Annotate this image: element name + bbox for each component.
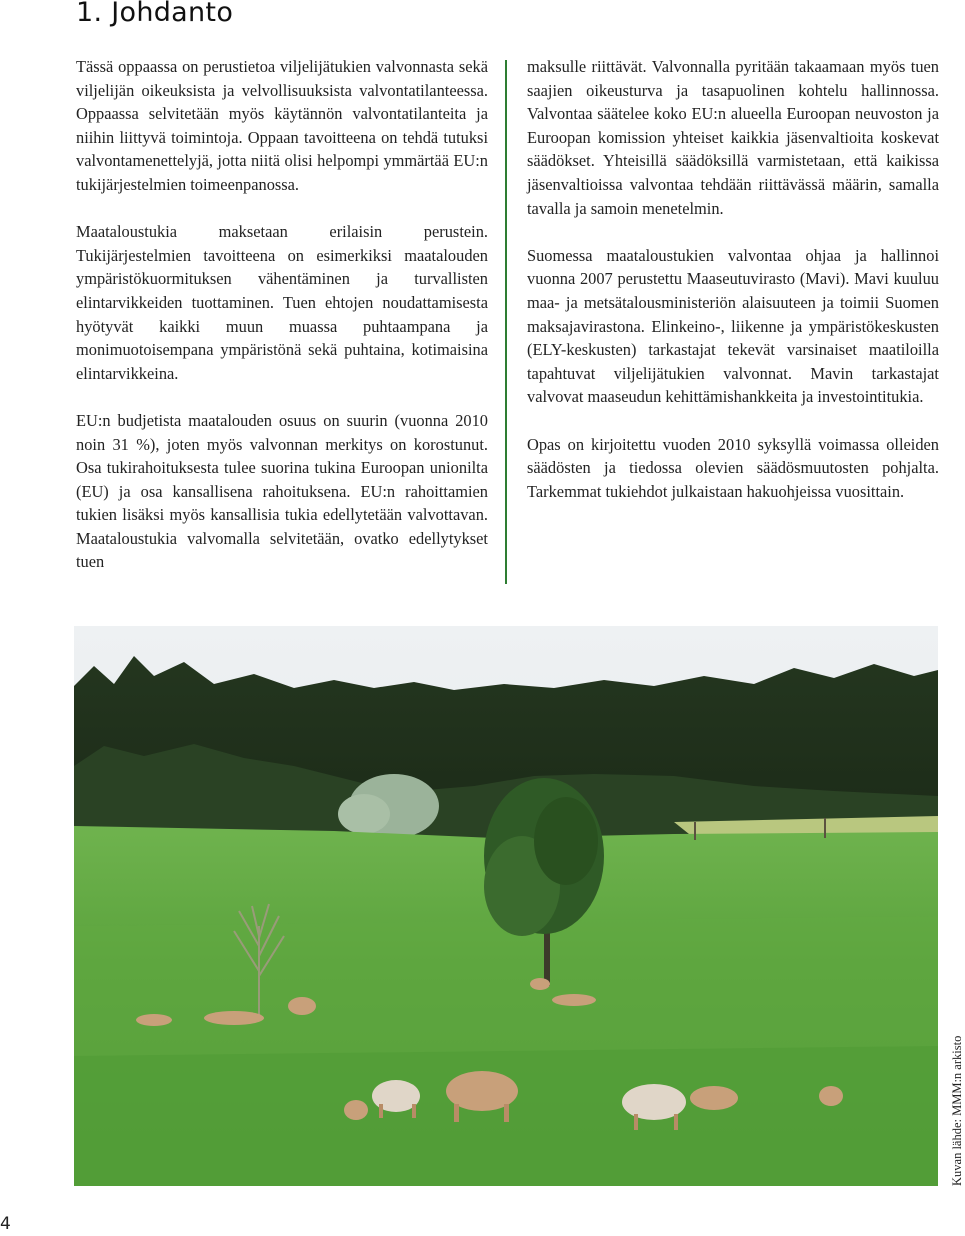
chapter-title: 1. Johdanto [76,0,234,28]
photo-credit: Kuvan lähde: MMM:n arkisto [950,1035,964,1186]
page-number: 4 [0,1214,13,1236]
paragraph: EU:n budjetista maatalouden osuus on suurin (vuonna 2010 noin 31 %), joten myös valvonnan merkitys on korostunut. Osa tukirahoituksesta tulee suorina tukina Euroopan unionilta (EU) ja osa kansallisena rahoituksena. EU:n rahoittamien tukien lisäksi myös kansallisia tukia edellytetään valvottavan. Maataloustukia valvomalla selvitetään, ovatko edellytykset tuen [76,410,488,572]
left-column [76,55,488,598]
header-band [0,0,960,36]
pasture-photo [74,626,938,1186]
paragraph: Tässä oppaassa on perustietoa viljelijätukien valvonnasta sekä viljelijän oikeuksista ja velvollisuuksista valvontatilanteessa. Oppaassa selvitetään myös käytännön valvontatilanteita ja niihin liittyvä toimintoja. Oppaan tavoitteena on tehdä tutuksi valvontamenettelyjä, jotta niitä olisi helpompi ymmärtää EU:n tukijärjestelmien toimeenpanossa. [76,57,488,194]
paragraph: Suomessa maataloustukien valvontaa ohjaa ja hallinnoi vuonna 2007 perustettu Maaseutuvirasto (Mavi). Mavi kuuluu maa- ja metsätalousministeriön alaisuuteen ja toimii Suomen maksajavirastona. Elinkeino-, liikenne ja ympäristökeskusten (ELY-keskusten) tarkastajat tekevät varsinaiset maatiloilla tapahtuvat viljelijätukien valvonnat. Mavin tarkastajat valvovat maaseudun kehittämishankkeita ja investointitukia. [527,245,939,407]
paragraph: maksulle riittävät. Valvonnalla pyritään takaamaan myös tuen saajien oikeusturva ja tasapuolinen kohtelu hallinnossa. Valvontaa säätelee koko EU:n alueella Euroopan neuvoston ja Euroopan komission yhteiset kaikkia jäsenvaltioita koskevat säädökset. Yhteisillä säädöksillä varmistetaan, että kaikissa jäsenvaltioissa valvontaa tehdään riittävässä määrin, samalla tavalla ja samoin menetelmin. [527,57,939,218]
paragraph: Opas on kirjoitettu vuoden 2010 syksyllä voimassa olleiden säädösten ja tiedossa olevien säädösmuutosten pohjalta. Tarkemmat tukiehdot julkaistaan hakuohjeissa vuosittain. [527,434,939,501]
right-column [527,55,939,527]
paragraph: Maataloustukia maksetaan erilaisin perustein. Tukijärjestelmien tavoitteena on esimerkiksi maatalouden ympäristökuormituksen vähentäminen ja turvallisten elintarvikkeiden tuottaminen. Tuen ehtojen noudattamisesta hyötyvät kaikki muun muassa puhtaampana ja monimuotoisempana ympäristönä sekä puhtaina, kotimaisina elintarvikkeina. [76,222,488,383]
column-divider [505,60,507,584]
